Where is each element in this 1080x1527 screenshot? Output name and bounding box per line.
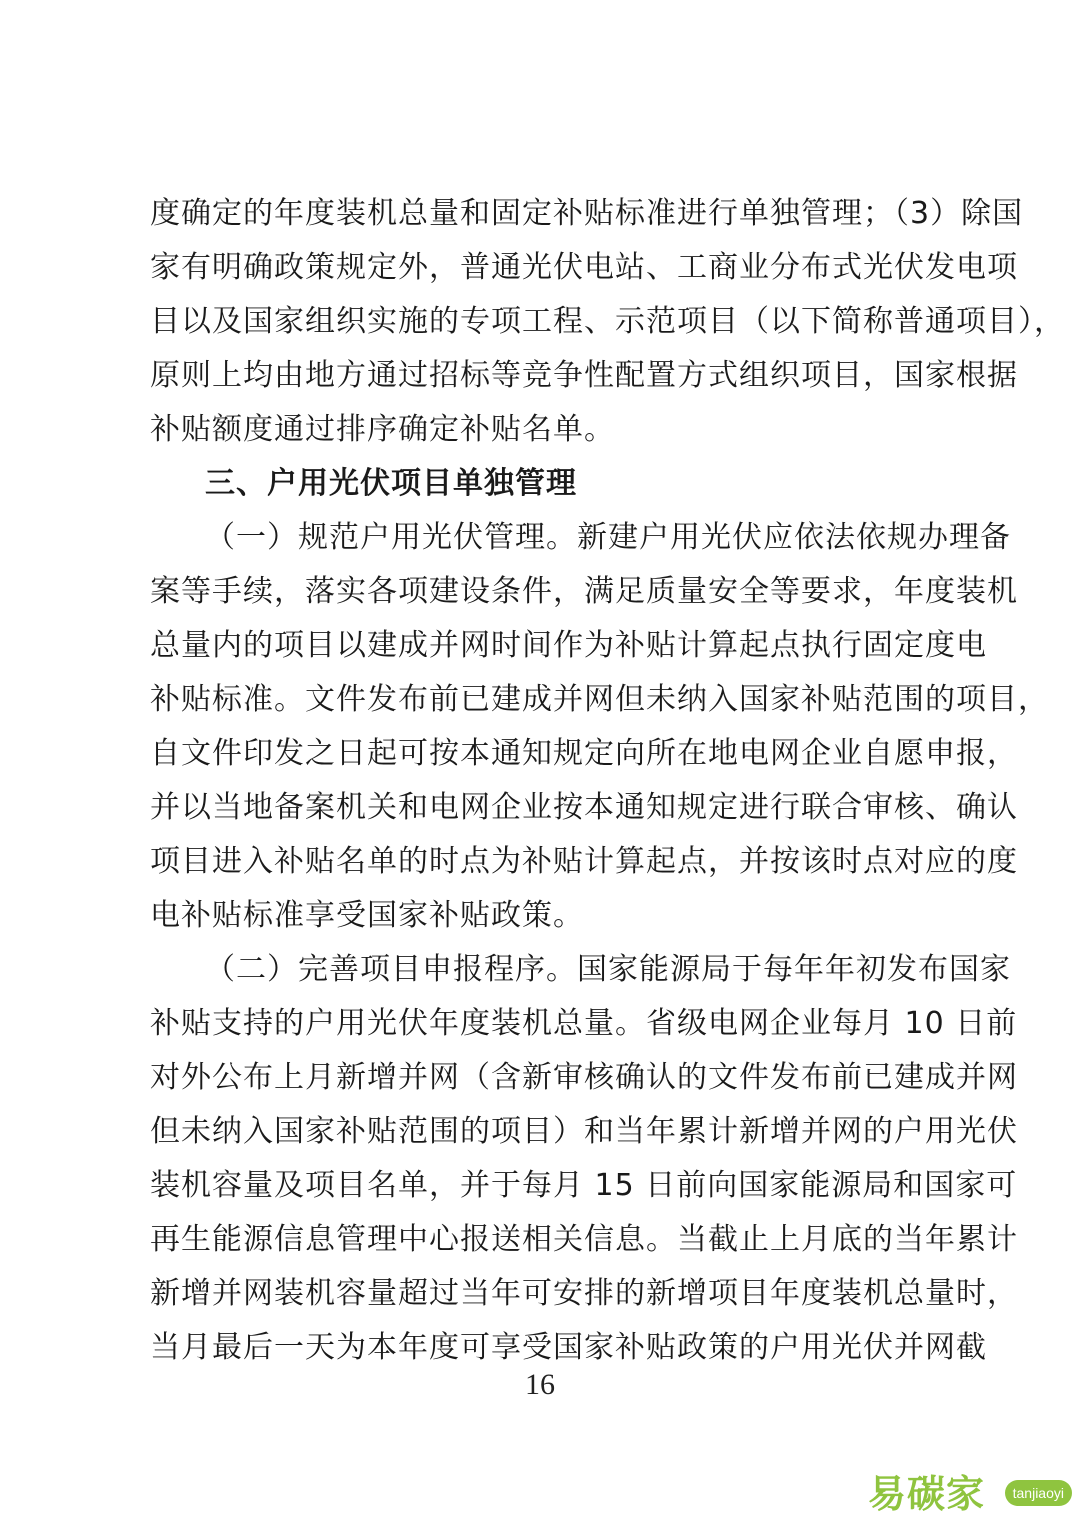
page-number: 16 bbox=[525, 1368, 555, 1401]
subsection-2-text: 国家能源局于每年年初发布国家 bbox=[577, 952, 1011, 987]
paragraph-line: 总量内的项目以建成并网时间作为补贴计算起点执行固定度电 bbox=[150, 628, 987, 663]
paragraph-line: 电补贴标准享受国家补贴政策。 bbox=[150, 898, 584, 933]
paragraph-line: 度确定的年度装机总量和固定补贴标准进行单独管理；（3）除国 bbox=[150, 196, 1024, 231]
watermark-logo bbox=[868, 1468, 1072, 1520]
paragraph-line: 家有明确政策规定外，普通光伏电站、工商业分布式光伏发电项 bbox=[150, 250, 1018, 285]
watermark-badge: tanjiaoyi bbox=[1005, 1480, 1072, 1506]
paragraph-line: 并以当地备案机关和电网企业按本通知规定进行联合审核、确认 bbox=[150, 790, 1018, 825]
paragraph-line: 补贴额度通过排序确定补贴名单。 bbox=[150, 412, 615, 447]
paragraph-line: 对外公布上月新增并网（含新审核确认的文件发布前已建成并网 bbox=[150, 1060, 1018, 1095]
paragraph-line: 但未纳入国家补贴范围的项目）和当年累计新增并网的户用光伏 bbox=[150, 1114, 1018, 1149]
subsection-1-text: 新建户用光伏应依法依规办理备 bbox=[577, 520, 1011, 555]
subsection-1-title: （一）规范户用光伏管理。 bbox=[205, 520, 577, 555]
paragraph-line: 新增并网装机容量超过当年可安排的新增项目年度装机总量时， bbox=[150, 1276, 1018, 1311]
watermark-text: 易碳家 bbox=[868, 1472, 986, 1516]
paragraph-line: 案等手续，落实各项建设条件，满足质量安全等要求，年度装机 bbox=[150, 574, 1018, 609]
paragraph-line: 装机容量及项目名单，并于每月 15 日前向国家能源局和国家可 bbox=[150, 1168, 1018, 1203]
paragraph-line: 项目进入补贴名单的时点为补贴计算起点，并按该时点对应的度 bbox=[150, 844, 1018, 879]
paragraph-line: 目以及国家组织实施的专项工程、示范项目（以下简称普通项目）， bbox=[150, 304, 1065, 339]
paragraph-line: 当月最后一天为本年度可享受国家补贴政策的户用光伏并网截 bbox=[150, 1330, 987, 1365]
paragraph-line: 原则上均由地方通过招标等竞争性配置方式组织项目，国家根据 bbox=[150, 358, 1018, 393]
subsection-1-first-line bbox=[205, 518, 1011, 558]
paragraph-line: 再生能源信息管理中心报送相关信息。当截止上月底的当年累计 bbox=[150, 1222, 1018, 1257]
subsection-2-title: （二）完善项目申报程序。 bbox=[205, 952, 577, 987]
paragraph-line: 补贴支持的户用光伏年度装机总量。省级电网企业每月 10 日前 bbox=[150, 1006, 1018, 1041]
paragraph-line: 补贴标准。文件发布前已建成并网但未纳入国家补贴范围的项目， bbox=[150, 682, 1049, 717]
paragraph-line: 自文件印发之日起可按本通知规定向所在地电网企业自愿申报， bbox=[150, 736, 1018, 771]
subsection-2-first-line bbox=[205, 950, 1011, 990]
section-heading: 三、户用光伏项目单独管理 bbox=[205, 466, 577, 501]
